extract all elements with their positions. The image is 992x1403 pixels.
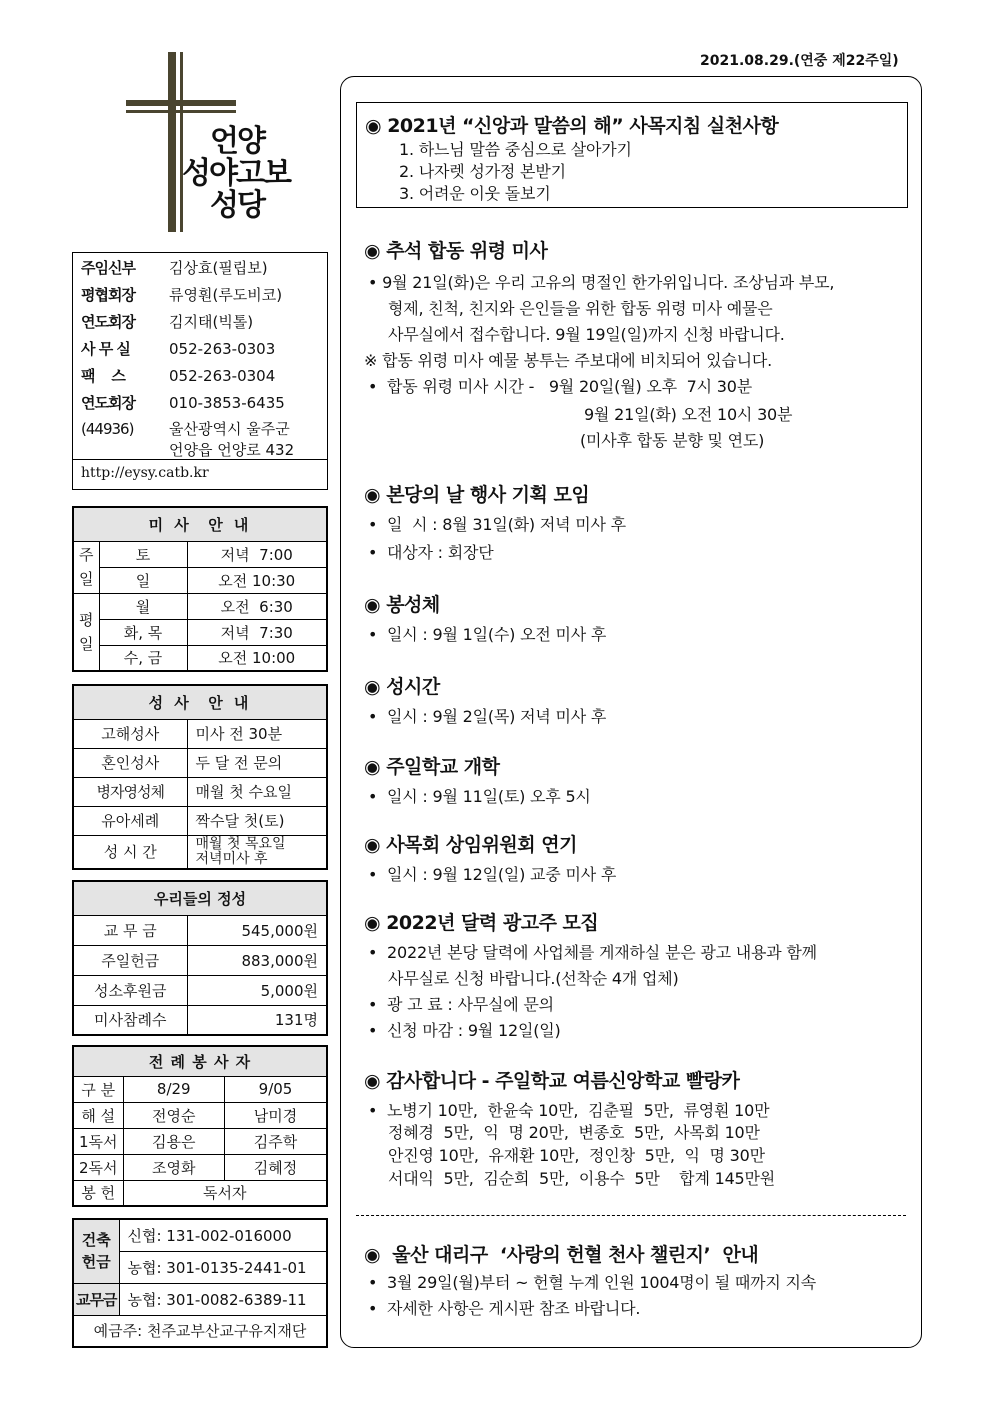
table-title: 미 사 안 내	[73, 507, 327, 541]
text-line: • 대상자 : 회장단	[368, 543, 494, 562]
info-row: 평협회장 류영훤(루도비코)	[81, 286, 283, 304]
table-title: 우리들의 정성	[73, 881, 327, 915]
mass-schedule-table	[72, 506, 328, 672]
section-title: ◉ 성시간	[364, 676, 440, 698]
text-line: • 노병기 10만, 한윤숙 10만, 김춘필 5만, 류영훤 10만	[368, 1101, 770, 1120]
table-row: 병자영성체 매월 첫 수요일	[73, 777, 327, 806]
table-row: 예금주: 천주교부산교구유지재단	[73, 1315, 327, 1347]
list-item: 2. 나자렛 성가정 본받기	[399, 162, 566, 181]
table-row: 1독서 김용은 김주학	[73, 1128, 327, 1154]
bulletin-date: 2021.08.29.(연중 제22주일)	[700, 53, 899, 69]
text-line: 9월 21일(화) 오전 10시 30분	[584, 405, 793, 424]
table-row: 교무금 농협: 301-0082-6389-11	[73, 1283, 327, 1315]
table-row: 봉 헌 독서자	[73, 1180, 327, 1206]
divider	[73, 459, 327, 460]
section-title: ◉ 본당의 날 행사 기획 모임	[364, 484, 590, 506]
section-title: ◉ 추석 합동 위령 미사	[364, 240, 548, 262]
info-row: 팩 스 052-263-0304	[81, 367, 276, 385]
sunday-label: 주일	[73, 541, 99, 593]
cross-icon-line	[180, 52, 183, 232]
table-row: 성소후원금 5,000원	[73, 975, 327, 1005]
address-line2: 언양읍 언양로 432	[169, 441, 295, 459]
table-row: 미사참례수 131명	[73, 1005, 327, 1035]
table-title: 성 사 안 내	[73, 685, 327, 719]
text-line: 정혜경 5만, 익 명 20만, 변종호 5만, 사목회 10만	[388, 1123, 760, 1142]
text-line: (미사후 합동 분향 및 연도)	[580, 431, 765, 450]
text-line: • 자세한 사항은 게시판 참조 바랍니다.	[368, 1299, 641, 1318]
weekday-label: 평일	[73, 593, 99, 671]
liturgy-servers-table	[72, 1045, 328, 1207]
text-line: ※ 합동 위령 미사 예물 봉투는 주보대에 비치되어 있습니다.	[364, 351, 773, 370]
table-row: 화, 목 저녁 7:30	[73, 619, 327, 645]
table-row: 농협: 301-0135-2441-01	[73, 1251, 327, 1283]
info-row: 연도회장 김지태(빅톨)	[81, 313, 254, 331]
section-title: ◉ 사목회 상임위원회 연기	[364, 834, 577, 856]
section-title: ◉ 봉성체	[364, 594, 440, 616]
text-line: • 합동 위령 미사 시간 - 9월 20일(월) 오후 7시 30분	[368, 377, 753, 396]
info-row: 사 무 실 052-263-0303	[81, 340, 276, 358]
text-line: 사무실에서 접수합니다. 9월 19일(일)까지 신청 바랍니다.	[388, 325, 785, 344]
section-title: ◉ 2021년 “신앙과 말씀의 해” 사목지침 실천사항	[365, 115, 779, 137]
text-line: 안진영 10만, 유재환 10만, 정인창 5만, 익 명 30만	[388, 1146, 765, 1165]
table-row: 주일 토 저녁 7:00	[73, 541, 327, 567]
section-title: ◉ 감사합니다 - 주일학교 여름신앙학교 빨랑카	[364, 1070, 740, 1092]
text-line: • 일시 : 9월 1일(수) 오전 미사 후	[368, 625, 607, 644]
table-row: 유아세례 짝수달 첫(토)	[73, 806, 327, 835]
building-fund-label: 건축헌금	[73, 1219, 119, 1283]
text-line: • 9월 21일(화)은 우리 고유의 명절인 한가위입니다. 조상님과 부모,	[368, 273, 835, 292]
website-link[interactable]: http://eysy.catb.kr	[81, 465, 209, 481]
text-line: 사무실로 신청 바랍니다.(선착순 4개 업체)	[388, 969, 679, 988]
text-line: • 일시 : 9월 2일(목) 저녁 미사 후	[368, 707, 607, 726]
table-row: 혼인성사 두 달 전 문의	[73, 748, 327, 777]
table-row: 해 설 전영순 남미경	[73, 1102, 327, 1128]
text-line: • 신청 마감 : 9월 12일(일)	[368, 1021, 561, 1040]
text-line: 서대익 5만, 김순희 5만, 이용수 5만 합계 145만원	[388, 1169, 776, 1188]
text-line: 형제, 친척, 친지와 은인들을 위한 합동 위령 미사 예물은	[388, 299, 773, 318]
section-title: ◉ 2022년 달력 광고주 모집	[364, 912, 599, 934]
text-line: • 일 시 : 8월 31일(화) 저녁 미사 후	[368, 515, 626, 534]
info-row: 주임신부 김상효(필립보)	[81, 259, 268, 277]
section-title: ◉ 울산 대리구 ‘사랑의 헌혈 천사 챌린지’ 안내	[364, 1244, 759, 1266]
accounts-table	[72, 1218, 328, 1348]
parish-name: 언양 성야고보 성당	[182, 124, 290, 223]
table-row: 건축헌금 신협: 131-002-016000	[73, 1219, 327, 1251]
offering-table	[72, 880, 328, 1036]
sacrament-table	[72, 684, 328, 870]
section-title: ◉ 주일학교 개학	[364, 756, 500, 778]
pastoral-guideline-box	[356, 102, 908, 208]
table-row: 주일헌금 883,000원	[73, 945, 327, 975]
table-row: 일 오전 10:30	[73, 567, 327, 593]
table-title: 전 례 봉 사 자	[73, 1046, 327, 1076]
text-line: • 일시 : 9월 11일(토) 오후 5시	[368, 787, 591, 806]
cross-icon	[168, 52, 176, 232]
text-line: • 광 고 료 : 사무실에 문의	[368, 995, 554, 1014]
table-row: 고해성사 미사 전 30분	[73, 719, 327, 748]
parish-info-box	[72, 252, 328, 490]
text-line: • 3월 29일(월)부터 ~ 헌혈 누계 인원 1004명이 될 때까지 지속	[368, 1273, 816, 1292]
table-row: 성 시 간 매월 첫 목요일 저녁미사 후	[73, 835, 327, 869]
text-line: • 일시 : 9월 12일(일) 교중 미사 후	[368, 865, 617, 884]
dashed-divider	[356, 1215, 906, 1216]
table-row: 구 분 8/29 9/05	[73, 1076, 327, 1102]
address: (44936) 울산광역시 울주군	[81, 420, 290, 438]
dues-label: 교무금	[73, 1283, 119, 1315]
list-item: 1. 하느님 말씀 중심으로 살아가기	[399, 140, 632, 159]
table-row: 평일 월 오전 6:30	[73, 593, 327, 619]
table-row: 2독서 조영화 김혜정	[73, 1154, 327, 1180]
table-row: 수, 금 오전 10:00	[73, 645, 327, 671]
text-line: • 2022년 본당 달력에 사업체를 게재하실 분은 광고 내용과 함께	[368, 943, 817, 962]
table-row: 교 무 금 545,000원	[73, 915, 327, 945]
cross-icon-bar-thin	[126, 110, 236, 113]
cross-icon-bar	[126, 100, 236, 106]
list-item: 3. 어려운 이웃 돌보기	[399, 184, 551, 203]
info-row: 연도회장 010-3853-6435	[81, 394, 285, 412]
